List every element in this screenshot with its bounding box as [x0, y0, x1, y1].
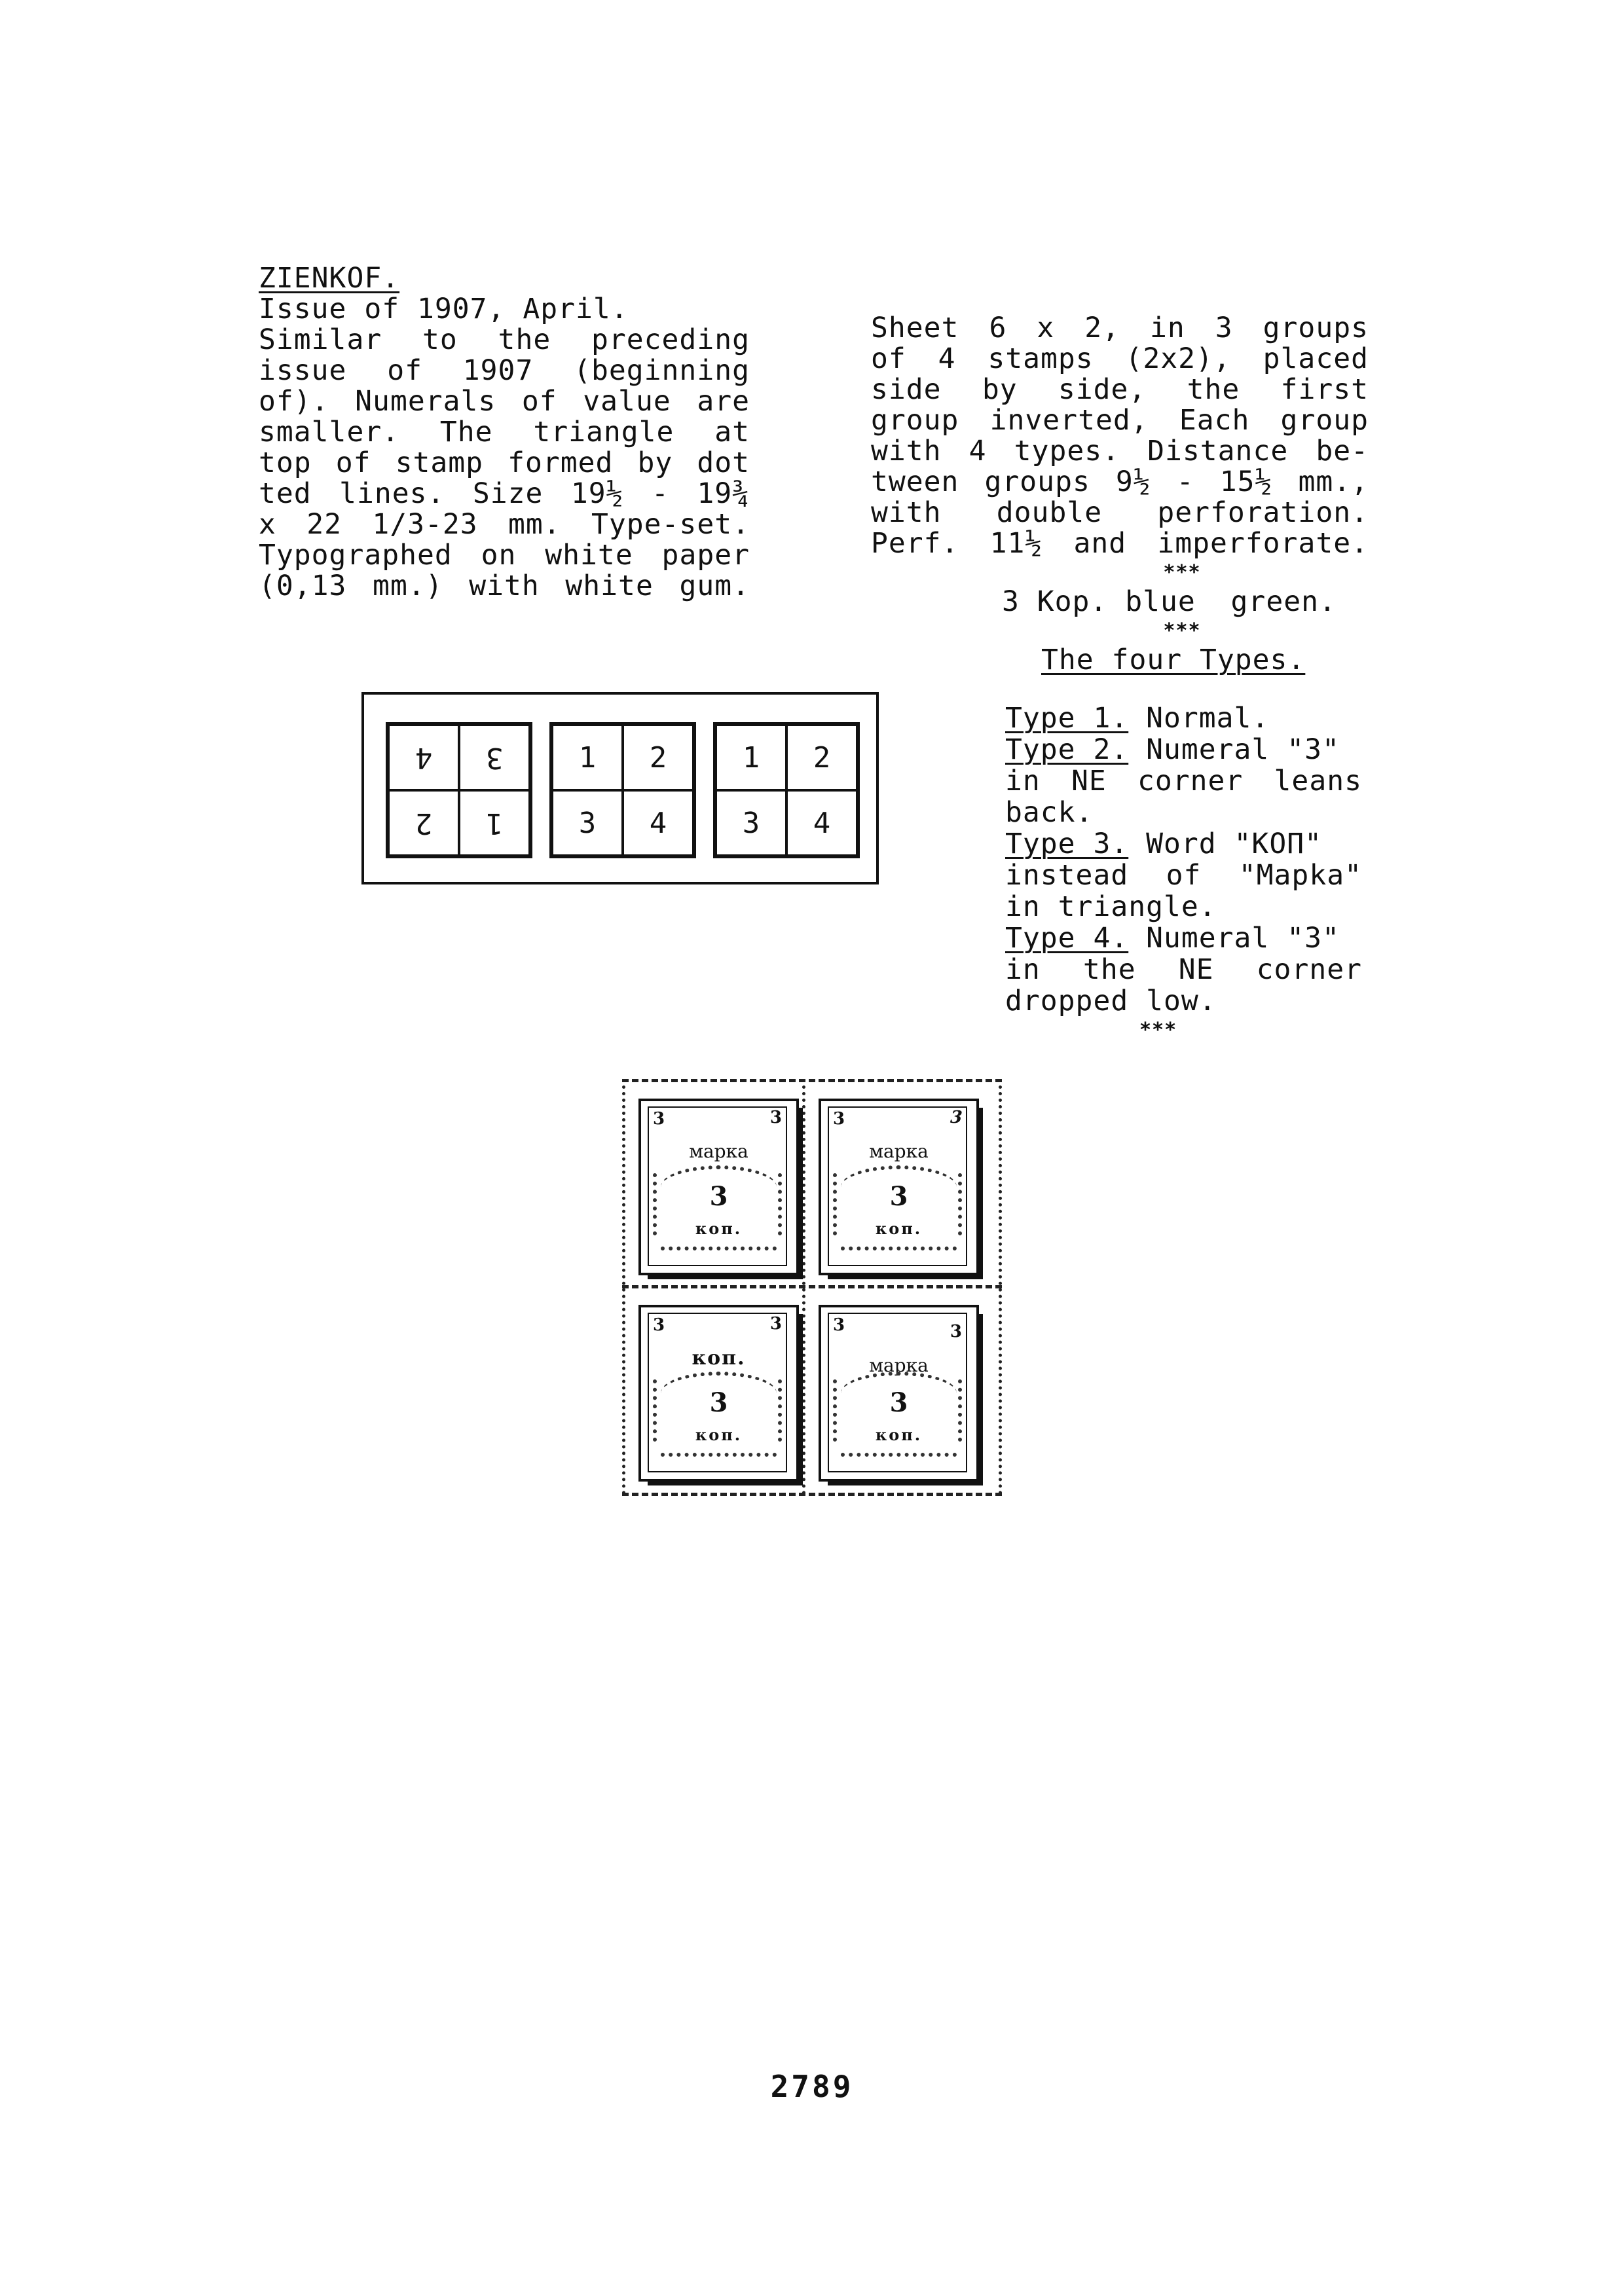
- cell-number: 2: [415, 806, 433, 840]
- cell-number: 1: [578, 740, 597, 774]
- cell-number: 4: [813, 806, 831, 840]
- diagram-cell: [786, 725, 857, 790]
- section-title: ZIENKOF.: [259, 262, 400, 295]
- type-line: instead of "Mapka": [1005, 859, 1362, 892]
- text-line: ted lines. Size 19½ - 19¾: [259, 477, 750, 510]
- stamp-shadow: [648, 1274, 803, 1279]
- stamp-numeral: 3: [833, 1109, 845, 1129]
- stamp-type-1: [638, 1099, 799, 1275]
- stamp-value: 3: [709, 1181, 728, 1212]
- diagram-cell: [716, 725, 786, 790]
- cell-number: 3: [578, 806, 597, 840]
- stamp-numeral: 3: [947, 1108, 965, 1127]
- stamp-kop: коп.: [695, 1219, 743, 1238]
- cell-number: 2: [649, 740, 667, 774]
- type-line: in triangle.: [1005, 890, 1217, 923]
- diagram-cell: [786, 790, 857, 856]
- perforation: [622, 1493, 1002, 1496]
- stamp-value: 3: [889, 1387, 908, 1418]
- separator-stars: ***: [1163, 619, 1201, 642]
- cell-number: 4: [649, 806, 667, 840]
- diagram-cell: [388, 725, 459, 790]
- text-line: side by side, the first: [871, 373, 1369, 406]
- type-text: Numeral "3": [1128, 733, 1340, 766]
- text-line: of). Numerals of value are: [259, 385, 750, 418]
- separator-stars: ***: [1139, 1019, 1177, 1042]
- cell-number: 4: [415, 740, 433, 774]
- stamp-shadow: [828, 1480, 983, 1485]
- color-line: 3 Kop. blue green.: [1002, 585, 1337, 618]
- stamp-kop: коп.: [875, 1425, 923, 1444]
- cell-number: 3: [742, 806, 760, 840]
- types-heading: The four Types.: [1041, 644, 1306, 676]
- text-line: Sheet 6 x 2, in 3 groups: [871, 312, 1369, 344]
- type-text: Word "КОП": [1128, 828, 1322, 860]
- left-column: [259, 263, 750, 602]
- type-line: back.: [1005, 796, 1094, 829]
- stamp-side-text: [833, 1173, 837, 1235]
- stamp-numeral: 3: [653, 1315, 665, 1335]
- diagram-cell: [716, 790, 786, 856]
- stamp-numeral: 3: [769, 1108, 782, 1127]
- stamp-shadow: [798, 1108, 803, 1279]
- perforation: [622, 1285, 1002, 1288]
- stamp-side-text: [653, 1379, 657, 1442]
- diagram-cell: [388, 790, 459, 856]
- stamp-shadow: [978, 1108, 983, 1279]
- stamp-numeral: 3: [833, 1315, 845, 1335]
- stamp-side-text: [958, 1173, 962, 1235]
- text-line: tween groups 9½ - 15½ mm.,: [871, 465, 1369, 498]
- stamp-side-text: [833, 1379, 837, 1442]
- page-number: 2789: [770, 2069, 854, 2104]
- cell-number: 1: [485, 806, 504, 840]
- stamp-side-text: [778, 1173, 782, 1235]
- type-text: Numeral "3": [1128, 922, 1340, 955]
- stamp-numeral: 3: [950, 1322, 962, 1341]
- type-3: [1005, 828, 1362, 860]
- stamp-shadow: [798, 1314, 803, 1485]
- diagram-cell: [623, 790, 693, 856]
- stamp-block-image: [622, 1079, 1002, 1498]
- perforation: [622, 1079, 625, 1495]
- stamp-bottom-text: [661, 1247, 777, 1254]
- stamp-value: 3: [889, 1181, 908, 1212]
- type-4: [1005, 922, 1362, 954]
- text-line: with double perforation.: [871, 496, 1369, 529]
- type-text: Normal.: [1128, 702, 1270, 735]
- text-line: (0,13 mm.) with white gum.: [259, 570, 750, 602]
- diagram-cell: [552, 790, 623, 856]
- stamp-word: марка: [689, 1140, 748, 1162]
- text-line: Typographed on white paper: [259, 539, 750, 572]
- type-1: [1005, 702, 1362, 734]
- stamp-kop: коп.: [695, 1425, 743, 1444]
- stamp-shadow: [978, 1314, 983, 1485]
- stamp-group: [713, 722, 860, 858]
- text-line: x 22 1/3-23 mm. Type-set.: [259, 508, 750, 541]
- stamp-kop: коп.: [875, 1219, 923, 1238]
- diagram-cell: [552, 725, 623, 790]
- stamp-type-3: [638, 1305, 799, 1482]
- stamp-shadow: [828, 1274, 983, 1279]
- stamp-side-text: [958, 1379, 962, 1442]
- stamp-group-inverted: [386, 722, 532, 858]
- cell-number: 1: [742, 740, 760, 774]
- diagram-cell: [623, 725, 693, 790]
- stamp-type-2: [819, 1099, 979, 1275]
- text-line: Similar to the preceding: [259, 323, 750, 356]
- stamp-word: марка: [869, 1355, 929, 1376]
- cell-number: 3: [485, 740, 504, 774]
- stamp-value: 3: [709, 1387, 728, 1418]
- text-line: smaller. The triangle at: [259, 416, 750, 448]
- stamp-shadow: [648, 1480, 803, 1485]
- text-line: top of stamp formed by dot: [259, 446, 750, 479]
- stamp-bottom-text: [841, 1247, 957, 1254]
- type-line: dropped low.: [1005, 985, 1217, 1017]
- type-label: Type 3.: [1005, 828, 1129, 860]
- perforation: [999, 1079, 1002, 1495]
- stamp-bottom-text: [841, 1453, 957, 1461]
- stamp-type-4: [819, 1305, 979, 1482]
- stamp-word: коп.: [692, 1347, 746, 1370]
- stamp-bottom-text: [661, 1453, 777, 1461]
- type-line: in the NE corner: [1005, 953, 1362, 986]
- types-list: [1005, 702, 1362, 1044]
- diagram-cell: [459, 790, 530, 856]
- type-2: [1005, 734, 1362, 765]
- text-line: Issue of 1907, April.: [259, 293, 629, 325]
- sheet-diagram: [361, 692, 879, 884]
- text-line: issue of 1907 (beginning: [259, 354, 750, 387]
- diagram-cell: [459, 725, 530, 790]
- perforation: [622, 1079, 1002, 1082]
- stamp-numeral: 3: [769, 1314, 782, 1334]
- stamp-group: [549, 722, 696, 858]
- text-line: of 4 stamps (2x2), placed: [871, 342, 1369, 375]
- separator-stars: ***: [1163, 561, 1201, 584]
- stamp-word: марка: [869, 1140, 929, 1162]
- stamp-side-text: [778, 1379, 782, 1442]
- text-line: group inverted, Each group: [871, 404, 1369, 437]
- stamp-side-text: [653, 1173, 657, 1235]
- right-column: [871, 313, 1369, 676]
- text-line: Perf. 11½ and imperforate.: [871, 527, 1369, 560]
- type-label: Type 2.: [1005, 733, 1129, 766]
- type-line: in NE corner leans: [1005, 765, 1362, 797]
- text-line: with 4 types. Distance be-: [871, 435, 1369, 467]
- cell-number: 2: [813, 740, 831, 774]
- type-label: Type 1.: [1005, 702, 1129, 735]
- type-label: Type 4.: [1005, 922, 1129, 955]
- stamp-numeral: 3: [653, 1109, 665, 1129]
